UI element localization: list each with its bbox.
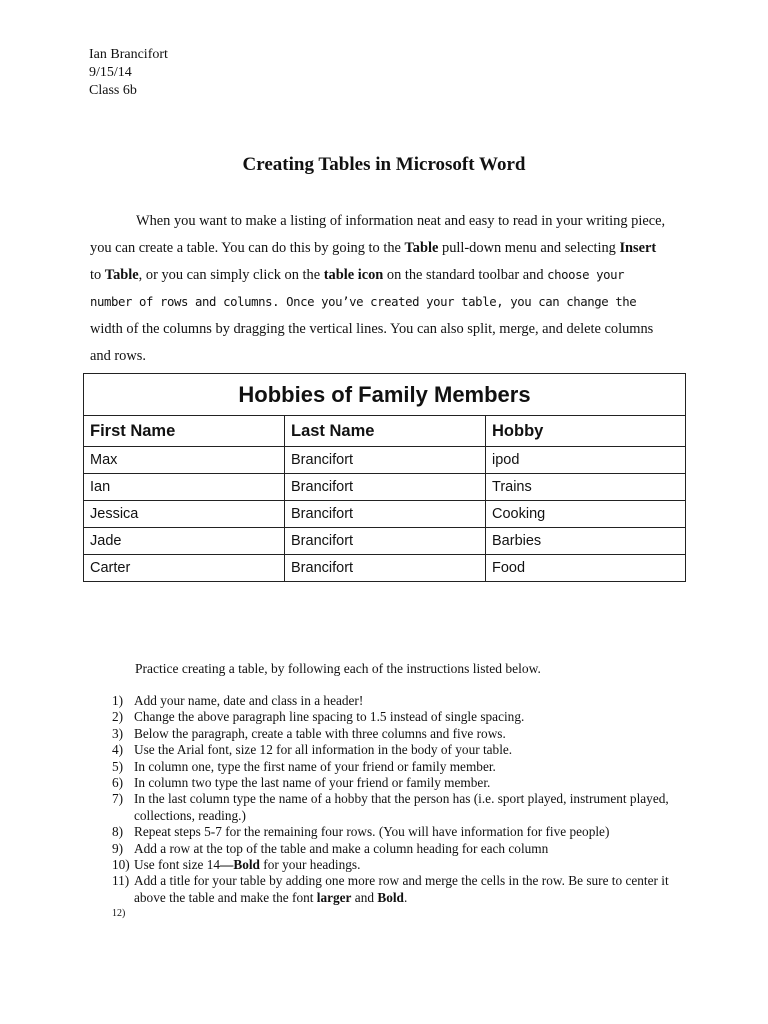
step-number: 10) bbox=[112, 857, 130, 873]
intro-bold-table-icon: table icon bbox=[323, 267, 384, 283]
intro-text: to bbox=[90, 267, 105, 283]
step-number: 3) bbox=[112, 725, 124, 741]
step-number: 7) bbox=[112, 791, 124, 807]
cell-last-name: Brancifort bbox=[285, 528, 486, 555]
cell-hobby: Barbies bbox=[486, 528, 686, 555]
list-item bbox=[112, 759, 672, 775]
step-number: 5) bbox=[112, 758, 124, 774]
step-text: Use the Arial font, size 12 for all information in the body of your table. bbox=[134, 742, 513, 758]
table-row bbox=[84, 501, 686, 528]
instruction-list bbox=[112, 693, 672, 920]
step-number: 1) bbox=[112, 693, 124, 708]
list-item bbox=[112, 824, 672, 840]
cell-first-name: Jessica bbox=[84, 501, 285, 528]
cell-last-name: Brancifort bbox=[285, 474, 486, 501]
step-text: Add a title for your table by adding one more row and merge the cells in the row. Be sure to center it above the table and make the font bbox=[134, 873, 669, 905]
list-item bbox=[112, 742, 672, 758]
cell-first-name: Jade bbox=[84, 528, 285, 555]
document-header bbox=[89, 46, 168, 100]
table-header-row bbox=[84, 416, 686, 447]
intro-bold-table: Table bbox=[404, 240, 439, 256]
step-text: Repeat steps 5-7 for the remaining four rows. (You will have information for five people) bbox=[134, 824, 610, 840]
header-class: Class 6b bbox=[89, 83, 137, 98]
list-item bbox=[112, 873, 672, 906]
step-number: 9) bbox=[112, 840, 124, 856]
cell-hobby: Food bbox=[486, 555, 686, 582]
cell-first-name: Carter bbox=[84, 555, 285, 582]
intro-text: pull-down menu and selecting bbox=[438, 240, 620, 256]
step-number: 8) bbox=[112, 824, 124, 840]
step-number: 12) bbox=[112, 908, 126, 920]
step-text: Add your name, date and class in a header! bbox=[134, 693, 364, 708]
cell-hobby: Trains bbox=[486, 474, 686, 501]
step-number: 6) bbox=[112, 775, 124, 791]
list-item bbox=[112, 775, 672, 791]
document-title: Creating Tables in Microsoft Word bbox=[242, 154, 526, 175]
cell-last-name: Brancifort bbox=[285, 501, 486, 528]
list-item bbox=[112, 791, 672, 824]
cell-last-name: Brancifort bbox=[285, 447, 486, 474]
table-row bbox=[84, 555, 686, 582]
step-number: 4) bbox=[112, 742, 124, 758]
student-name: Ian Brancifort bbox=[89, 47, 168, 62]
step-text: In column one, type the first name of your friend or family member. bbox=[134, 758, 496, 774]
header-date: 9/15/14 bbox=[89, 65, 132, 80]
list-item bbox=[112, 726, 672, 742]
intro-bold-insert: Insert bbox=[619, 240, 657, 256]
step-text: In column two type the last name of your friend or family member. bbox=[134, 775, 491, 791]
step-text: Use font size 14 bbox=[134, 857, 221, 873]
hobbies-table bbox=[83, 373, 686, 582]
column-header-first-name: First Name bbox=[84, 416, 285, 447]
step-bold-text: —Bold bbox=[220, 857, 260, 873]
table-row bbox=[84, 447, 686, 474]
list-item bbox=[112, 857, 672, 873]
step-text: Change the above paragraph line spacing to 1.5 instead of single spacing. bbox=[134, 709, 525, 725]
step-number: 2) bbox=[112, 709, 124, 725]
step-text: and bbox=[351, 889, 378, 905]
step-text: for your headings. bbox=[259, 857, 361, 873]
table-row bbox=[84, 474, 686, 501]
practice-intro: Practice creating a table, by following each of the instructions listed below. bbox=[135, 661, 541, 676]
step-bold-text: Bold bbox=[377, 889, 404, 905]
intro-mono-line: choose your number of rows and columns. Once you’ve created your table, you can change the bbox=[90, 268, 637, 309]
cell-hobby: ipod bbox=[486, 447, 686, 474]
step-text: Below the paragraph, create a table with three columns and five rows. bbox=[134, 725, 506, 741]
step-text: . bbox=[403, 889, 408, 905]
column-header-hobby: Hobby bbox=[486, 416, 686, 447]
column-header-last-name: Last Name bbox=[285, 416, 486, 447]
cell-first-name: Max bbox=[84, 447, 285, 474]
intro-text: , or you can simply click on the bbox=[138, 267, 324, 283]
intro-bold-table-2: Table bbox=[104, 267, 139, 283]
intro-text: When you want to make a listing of information neat and easy to read in your writing piece, you can create a table. You can do this by going to the bbox=[90, 213, 666, 256]
cell-first-name: Ian bbox=[84, 474, 285, 501]
intro-text: on the standard toolbar and bbox=[383, 267, 548, 283]
step-bold-text: larger bbox=[316, 889, 352, 905]
list-item bbox=[112, 693, 672, 709]
cell-hobby: Cooking bbox=[486, 501, 686, 528]
table-title: Hobbies of Family Members bbox=[84, 374, 686, 416]
step-number: 11) bbox=[112, 873, 130, 889]
list-item bbox=[112, 709, 672, 725]
intro-paragraph bbox=[90, 208, 670, 370]
step-text: In the last column type the name of a hobby that the person has (i.e. sport played, instrument played, collections, reading.) bbox=[134, 791, 669, 823]
cell-last-name: Brancifort bbox=[285, 555, 486, 582]
table-row bbox=[84, 528, 686, 555]
intro-text: width of the columns by dragging the vertical lines. You can also split, merge, and delete columns and rows. bbox=[90, 321, 654, 364]
step-text: Add a row at the top of the table and make a column heading for each column bbox=[134, 840, 549, 856]
list-item bbox=[112, 841, 672, 857]
